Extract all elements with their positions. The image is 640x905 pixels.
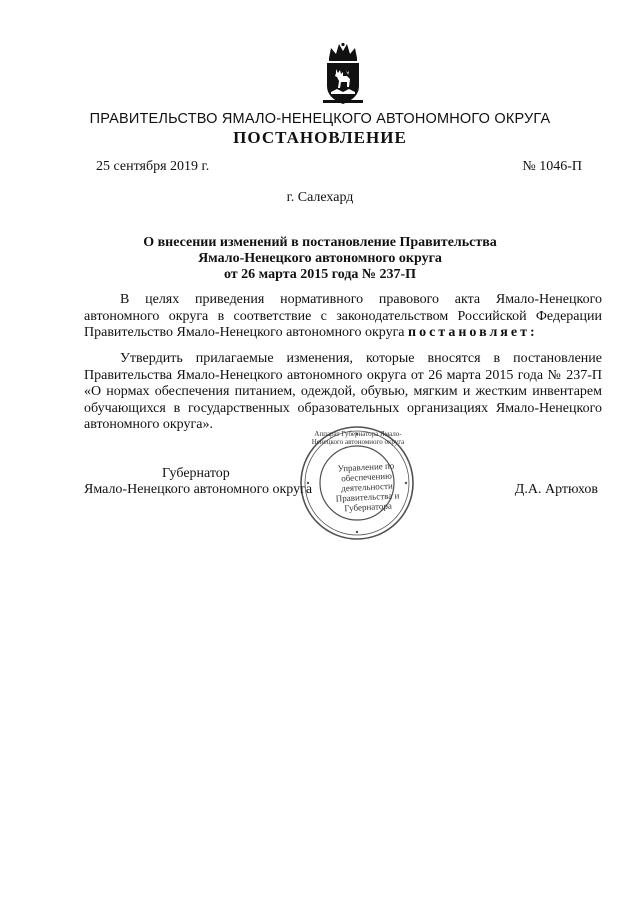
signatory-organization: Ямало-Ненецкого автономного округа xyxy=(84,482,313,497)
stamp-center-text: Управление по обеспечению деятельности Правительства и Губернатора xyxy=(335,460,400,514)
title-line-1: О внесении изменений в постановление Правительства xyxy=(143,235,497,250)
document-type-heading: ПОСТАНОВЛЕНИЕ xyxy=(233,128,407,147)
signatory-title: Губернатор xyxy=(162,466,230,481)
stamp-ring-text: Аппарат Губернатора Ямало-Ненецкого автономного округа xyxy=(311,430,405,446)
document-number: № 1046-П xyxy=(522,159,582,174)
document-title xyxy=(0,235,640,283)
title-line-3: от 26 марта 2015 года № 237-П xyxy=(223,267,417,282)
body-paragraph-1 xyxy=(84,292,602,342)
title-line-2: Ямало-Ненецкого автономного округа xyxy=(198,251,442,266)
paragraph-1-resolution-word: постановляет: xyxy=(408,325,538,340)
document-date: 25 сентября 2019 г. xyxy=(96,159,210,174)
signatory-name: Д.А. Артюхов xyxy=(514,482,598,497)
body-paragraph-2: Утвердить прилагаемые изменения, которые вносятся в постановление Правительства Ямало-Ненецкого автономного округа от 26 марта 2015 года № 237-П «О нормах обеспечения питанием, одеждой, обувью, мягким и жестким инвентарем обучающихся в государственных образовательных организациях Ямало-Ненецкого автономного округа». xyxy=(84,351,602,432)
organization-heading: ПРАВИТЕЛЬСТВО ЯМАЛО-НЕНЕЦКОГО АВТОНОМНОГО ОКРУГА xyxy=(89,111,551,127)
document-city: г. Салехард xyxy=(286,190,354,205)
paragraph-1-text: В целях приведения нормативного правового акта Ямало-Ненецкого автономного округа в соответствие с законодательством Российской Федерации Правительство Ямало-Ненецкого автономного округа xyxy=(84,292,602,340)
coat-of-arms-emblem xyxy=(321,42,365,108)
